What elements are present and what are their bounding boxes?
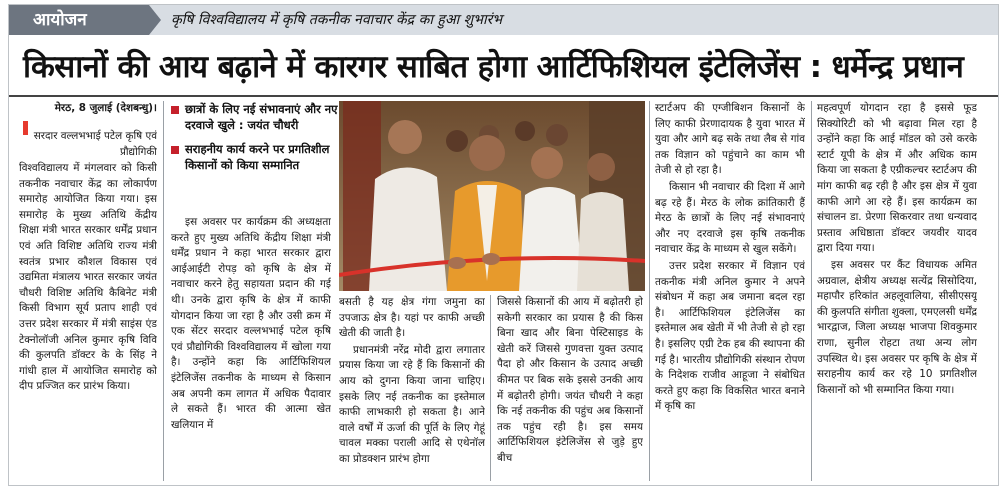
column-3: [339, 295, 485, 485]
col5-paragraph: उत्तर प्रदेश सरकार में विज्ञान एवं तकनीक मंत्री अनिल कुमार ने अपने संबोधन में कहा अब जमाना बदल रहा है। आर्टिफिशियल इंटेलिजेंस का इस्तेमाल अब खेती में भी तेजी से हो रहा है। इसलिए एग्री टेक हब की स्थापना की गई है। भारतीय प्रौद्योगिकी संस्थान रोपण के निदेशक राजीव आहूजा ने संबोधित करते हुए कहा कि विकसित भारत बनाने में कृषि का: [655, 259, 805, 413]
col3-paragraph: प्रधानमंत्री नरेंद्र मोदी द्वारा लगातार प्रयास किया जा रहे हैं कि किसानों की आय को दुगना किया जाना चाहिए। इसके लिए नई तकनीक का इस्तेमाल काफी लाभकारी हो सकता है। आने वाले वर्षों में ऊर्जा की पूर्ति के लिए गेहूं चावल मक्का पराली आदि से एथेनॉल का प्रोडक्शन प्रारंभ होगा: [339, 343, 485, 465]
ribbon-cutting-photo-icon: [339, 101, 645, 291]
column-separator: [649, 101, 650, 481]
col1-dateline-block: [31, 101, 157, 127]
col5-paragraph: किसान भी नवाचार की दिशा में आगे बढ़ रहे हैं। मेरठ के लोक क्रांतिकारी हैं मेरठ के छात्रों के लिए नई संभावनाएं और नए दरवाजे इस कृषि तकनीक नवाचार केंद्र के माध्यम से खुल सकेंगे।: [655, 180, 805, 256]
column-2: [171, 215, 331, 485]
square-bullet-icon: [171, 106, 179, 114]
col1-paragraph: विश्वविद्यालय में मंगलवार को किसी तकनीक नवाचार केंद्र का लोकार्पण समारोह आयोजित किया गया। इस समारोह के मुख्य अतिथि केंद्रीय शिक्षा मंत्री भारत सरकार धर्मेंद्र प्रधान एवं अति विशिष्ट अतिथि राज्य मंत्री स्वतंत्र प्रभार कौशल विकास एवं उद्यमिता मंत्रालय भारत सरकार जयंत चौधरी विशिष्ट अतिथि कैबिनेट मंत्री किसी विभाग सूर्य प्रताप शाही एवं उत्तर प्रदेश सरकार में मंत्री साइंस एंड टेक्नोलॉजी अनिल कुमार कृषि विवि की कुलपति डॉक्टर के के सिंह ने गांधी हाल में आयोजित समारोह को दीप प्रज्जित कर प्रारंभ किया।: [19, 162, 157, 393]
newspaper-clipping: [8, 4, 999, 486]
highlight-item: [171, 141, 343, 173]
dateline: मेरठ, 8 जुलाई (देशबन्धु)।: [54, 102, 157, 114]
col6-paragraph: महत्वपूर्ण योगदान रहा है इससे फूड सिक्योरिटी को भी बढ़ावा मिल रहा है उन्होंने कहा कि आई मॉडल को उसे करके स्टार्ट यूपी के क्षेत्र में और अधिक काम किया जा सकता है एग्रीकल्चर स्टार्टअप की मांग काफी बढ़ रही है और इस क्षेत्र में युवा काफी आगे आ रहे हैं। इस कार्यक्रम का संचालन डा. प्रेरणा सिकरवार तथा धन्यवाद प्रस्ताव अधिष्ठाता डॉक्टर जयवीर यादव द्वारा दिया गया।: [817, 102, 977, 255]
column-6: [817, 101, 977, 483]
dateline-marker: [23, 121, 28, 135]
column-separator: [163, 101, 164, 481]
column-5: [655, 101, 805, 483]
event-photo: [339, 101, 645, 291]
column-1: [19, 161, 157, 483]
highlight-text: सराहनीय कार्य करने पर प्रगतिशील किसानों को किया सम्मानित: [185, 142, 330, 172]
col2-paragraph: इस अवसर पर कार्यक्रम की अध्यक्षता करते हुए मुख्य अतिथि केंद्रीय शिक्षा मंत्री धर्मेंद्र प्रधान ने कहा भारत सरकार द्वारा आईआईटी रोपड़ को कृषि के क्षेत्र में नवाचार करने हेतु सहायता प्रदान की गई थी। उनके द्वारा कृषि के क्षेत्र में काफी योगदान किया जा रहा है और उसी क्रम में एक सेंटर सरदार वल्लभभाई पटेल कृषि एवं प्रौद्योगिकी विश्वविद्यालय में खोला गया है। उन्होंने कहा कि आर्टिफिशियल इंटेलिजेंस तकनीक के माध्यम से किसान अब अपनी कम लागत में अधिक पैदावार ले सकते हैं। भारत की आत्मा खेत खलियान में: [171, 216, 331, 431]
col3-paragraph: बसती है यह क्षेत्र गंगा जमुना का उपजाऊ क्षेत्र है। यहां पर काफी अच्छी खेती की जाती है।: [339, 296, 485, 340]
column-4: [497, 295, 643, 485]
headline: किसानों की आय बढ़ाने में कारगर साबित होगा आर्टिफिशियल इंटेलिजेंस : धर्मेन्द्र प्रधान: [23, 49, 964, 85]
col1-intro-text: सरदार वल्लभभाई पटेल कृषि एवं प्रौद्योगिकी: [33, 130, 157, 158]
square-bullet-icon: [171, 146, 179, 154]
highlights-box: [171, 101, 343, 181]
section-tagline: कृषि विश्वविद्यालय में कृषि तकनीक नवाचार केंद्र का हुआ शुभारंभ: [171, 12, 503, 28]
highlight-text: छात्रों के लिए नई संभावनाएं और नए दरवाजे खुले : जयंत चौधरी: [185, 102, 338, 132]
col1-intro: [31, 129, 157, 159]
section-bar: [9, 5, 998, 35]
headline-rule: [9, 95, 998, 97]
col5-paragraph: स्टार्टअप की एग्जीबिशन किसानों के लिए काफी प्रेरणादायक है युवा भारत में युवा और आगे बढ़ सके तथा लैब से गांव तक विज्ञान को पहुंचाने का काम भी तेजी से हो रहा है।: [655, 102, 805, 177]
section-tag: आयोजन: [9, 5, 149, 35]
col6-paragraph: इस अवसर पर कैंट विधायक अमित अग्रवाल, क्षेत्रीय अध्यक्ष सत्येंद्र सिसोदिया, महापौर हरिकांत अहलूवालिया, सीसीएसयू की कुलपति संगीता शुक्ला, एमएलसी धर्मेंद्र भारद्वाज, जिला अध्यक्ष भाजपा शिवकुमार राणा, सुनील रोहटा तथा अन्य लोग उपस्थित थे। इस अवसर पर कृषि के क्षेत्र में सराहनीय कार्य कर रहे 10 प्रगतिशील किसानों को भी सम्मानित किया गया।: [817, 258, 977, 396]
col4-paragraph: जिससे किसानों की आय में बढ़ोतरी हो सकेगी सरकार का प्रयास है की किस बिना खाद और बिना पेस्टिसाइड के खेती करें जिससे गुणवत्ता युक्त उत्पाद पैदा हो और किसान के उत्पाद अच्छी कीमत पर बिक सके इससे उनकी आय में बढ़ोतरी होगी। जयंत चौधरी ने कहा कि नई तकनीक की पहुंच अब किसानों तक पहुंच रही है। इस समय आर्टिफिशियल इंटेलिजेंस से जुड़े हुए बीच: [497, 296, 643, 464]
column-separator: [811, 101, 812, 481]
highlight-item: [171, 101, 343, 133]
column-separator: [490, 295, 491, 481]
